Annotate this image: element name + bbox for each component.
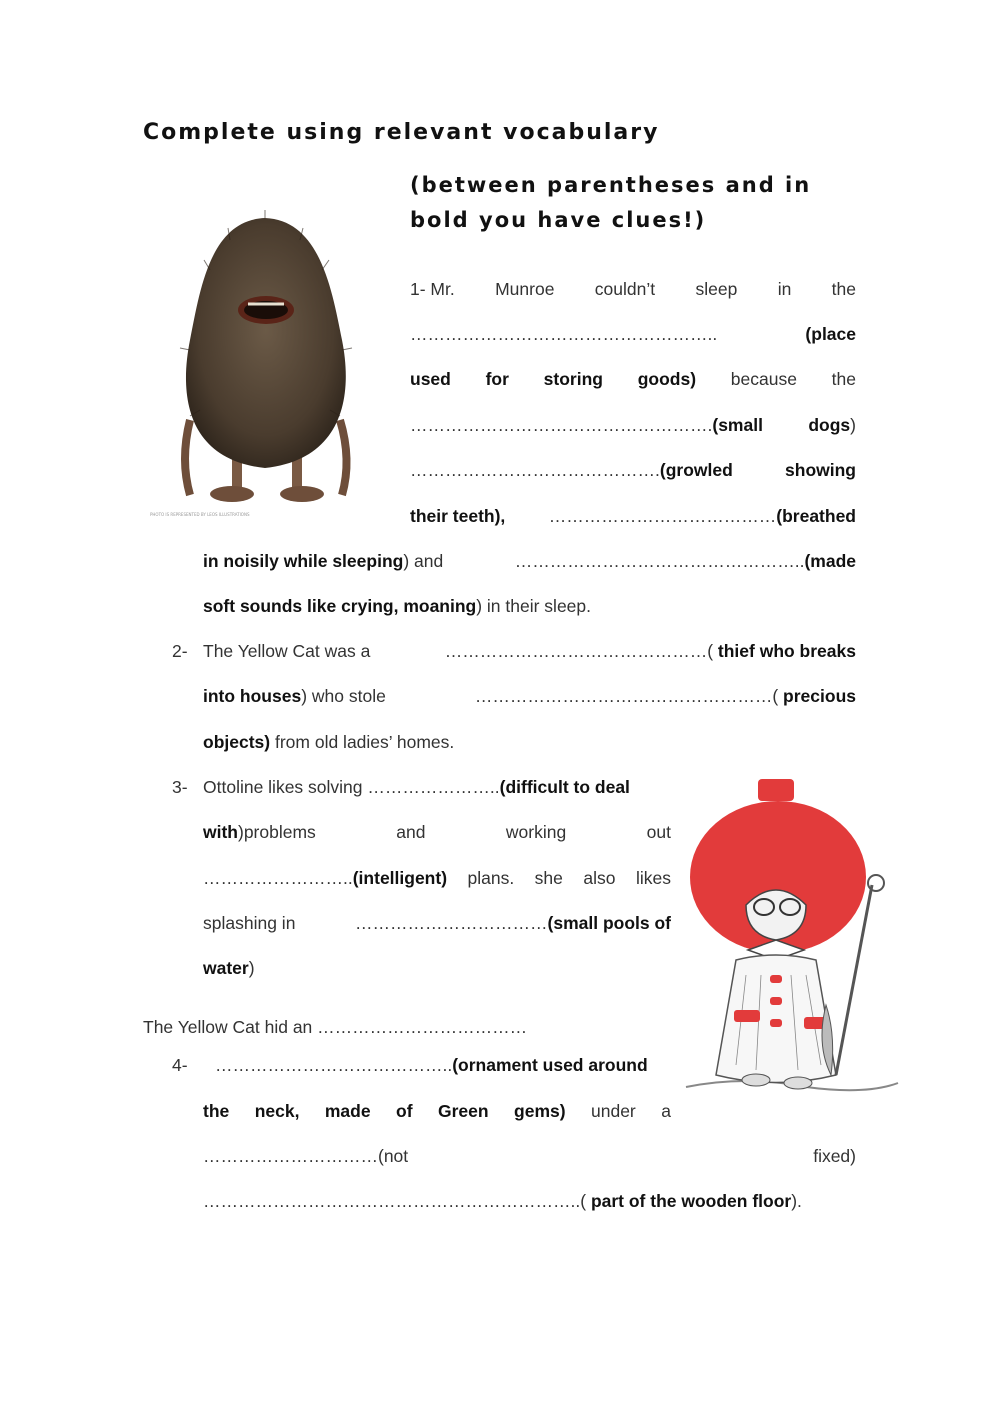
image-watermark: PHOTO IS REPRESENTED BY LEOS ILLUSTRATIONS [150, 512, 250, 517]
blank[interactable]: …………………….. [203, 868, 353, 888]
q4-line-2: the neck, made of Green gems) under a [203, 1101, 671, 1121]
q1-line-3: used for storing goods) because the [410, 369, 856, 389]
q2-line-1: The Yellow Cat was a ………………………………………( thief who breaks [203, 641, 856, 661]
q1-line-4: …………………………………………….(small dogs) [410, 415, 856, 435]
q4-line-3: …………………………(not fixed) [203, 1146, 856, 1166]
clue: (place [805, 324, 856, 344]
q1-line-2 [410, 322, 856, 346]
q1-line-6: their teeth), …………………………………(breathed [410, 506, 856, 526]
q1-line-5: …………………………………….(growled showing [410, 460, 856, 480]
blank[interactable]: …………………………… [355, 913, 548, 933]
worksheet-subtitle: (between parentheses and in bold you have clues!) [410, 173, 812, 232]
blank[interactable]: ………………….. [367, 777, 500, 797]
q1-line-7: in noisily while sleeping) and …………………………………………..(made [203, 551, 856, 571]
q2-line-3: objects) from old ladies’ homes. [203, 732, 455, 752]
standalone-line: The Yellow Cat hid an ……………………………… [143, 1017, 528, 1037]
blank[interactable]: ………………………………….. [215, 1055, 453, 1075]
blank[interactable]: ……………………………………. [410, 460, 660, 480]
q1-line-8: soft sounds like crying, moaning) in their sleep. [203, 596, 592, 616]
q4-number: 4- [172, 1055, 188, 1075]
q3-line-4: splashing in ……………………………(small pools of [203, 913, 671, 933]
q4-line-4: ………………………………………………………..( part of the wooden floor). [203, 1191, 802, 1211]
q4-line-1: …………………………………..(ornament used around [215, 1055, 648, 1075]
q2-number: 2- [172, 641, 188, 661]
blank[interactable]: ………………………………………………………..( [203, 1191, 587, 1211]
q3-line-3: ……………………..(intelligent) plans. she also likes [203, 868, 671, 888]
blank[interactable]: …………………………………………….. [410, 324, 718, 344]
q2-line-2: into houses) who stole ……………………………………………( precious [203, 686, 856, 706]
blank[interactable]: ………………………… [203, 1146, 378, 1166]
blank[interactable]: ……………………………………………( [474, 686, 779, 706]
furry-monster-illustration [150, 210, 380, 517]
worksheet-title: Complete using relevant vocabulary [143, 120, 660, 145]
blank[interactable]: ……………………………………………. [410, 415, 713, 435]
q3-line-1: Ottoline likes solving …………………..(difficult to deal [203, 777, 630, 797]
q3-line-5: water) [203, 958, 255, 978]
blank[interactable]: ………………………………………( [444, 641, 714, 661]
blank[interactable]: ………………………………… [548, 506, 777, 526]
q3-number: 3- [172, 777, 188, 797]
monster-body [186, 218, 346, 468]
ottoline-illustration [686, 775, 898, 1120]
blank[interactable]: ………………………………………….. [514, 551, 805, 571]
q3-line-2: with)problems and working out [203, 822, 671, 842]
q1-line-1: 1- Mr. Munroe couldn’t sleep in the [410, 279, 856, 299]
